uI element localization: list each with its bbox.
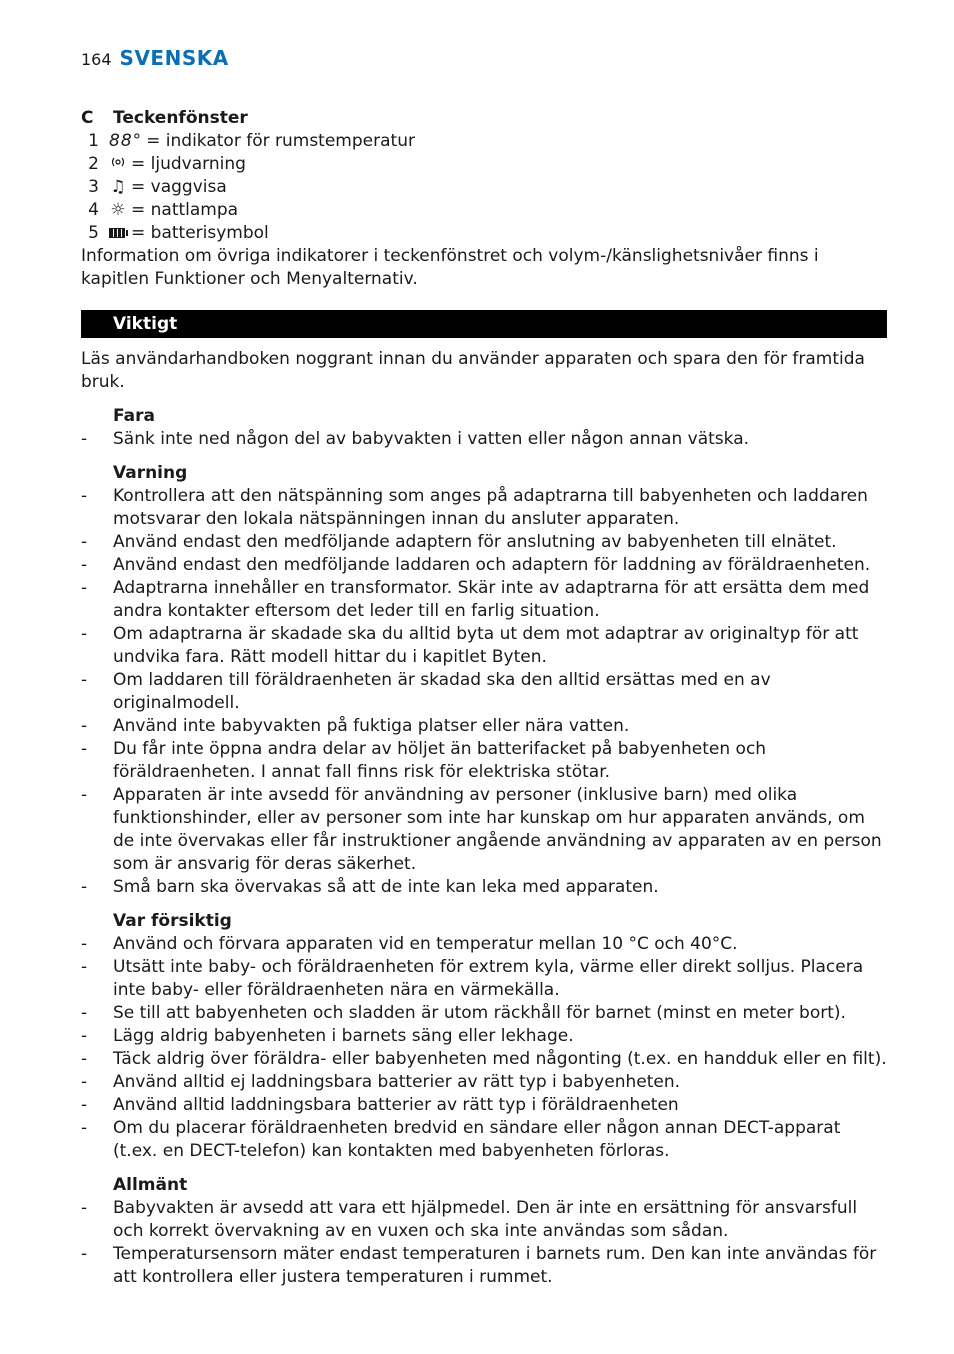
list-item xyxy=(81,1243,887,1289)
important-heading-bar: Viktigt xyxy=(81,310,887,338)
list-item-text: Använd och förvara apparaten vid en temperatur mellan 10 °C och 40°C. xyxy=(113,934,738,954)
dash-bullet-icon: - xyxy=(81,1026,88,1046)
list-item-text: Om du placerar föräldraenheten bredvid en sändare eller någon annan DECT-apparat (t.ex. en DECT-telefon) kan kontakten med babyenheten förloras. xyxy=(113,1118,841,1161)
list-item xyxy=(81,1048,887,1071)
dash-bullet-icon: - xyxy=(81,670,88,690)
dash-bullet-icon: - xyxy=(81,486,88,506)
sound-alert-icon xyxy=(109,153,127,176)
temperature-digits-icon: 88° xyxy=(109,131,143,151)
dash-bullet-icon: - xyxy=(81,785,88,805)
dash-bullet-icon: - xyxy=(81,1049,88,1069)
dash-bullet-icon: - xyxy=(81,624,88,644)
dash-bullet-icon: - xyxy=(81,934,88,954)
bullet-list xyxy=(81,1197,887,1289)
display-item xyxy=(81,130,887,153)
dash-bullet-icon: - xyxy=(81,739,88,759)
section-subheading: Varning xyxy=(113,463,188,483)
list-item-text: Använd endast den medföljande laddaren och adaptern för laddning av föräldraenheten. xyxy=(113,555,871,575)
battery-icon xyxy=(109,222,129,245)
list-item-text: Små barn ska övervakas så att de inte kan leka med apparaten. xyxy=(113,877,659,897)
bullet-list xyxy=(81,485,887,899)
item-text: = ljudvarning xyxy=(131,154,246,174)
list-item xyxy=(81,623,887,669)
item-text: = vaggvisa xyxy=(131,177,227,197)
display-item xyxy=(81,222,887,245)
dash-bullet-icon: - xyxy=(81,1118,88,1138)
list-item xyxy=(81,738,887,784)
list-item-text: Babyvakten är avsedd att vara ett hjälpmedel. Den är inte en ersättning för ansvarsfull och korrekt övervakning av en vuxen och ska inte användas som sådan. xyxy=(113,1198,858,1241)
list-item xyxy=(81,1094,887,1117)
bullet-list xyxy=(81,428,887,451)
dash-bullet-icon: - xyxy=(81,1244,88,1264)
page-content xyxy=(81,107,887,1289)
list-item xyxy=(81,1071,887,1094)
important-intro: Läs användarhandboken noggrant innan du använder apparaten och spara den för framtida bruk. xyxy=(81,349,865,392)
list-item-text: Täck aldrig över föräldra- eller babyenheten med någonting (t.ex. en handduk eller en filt). xyxy=(113,1049,887,1069)
list-item-text: Utsätt inte baby- och föräldraenheten för extrem kyla, värme eller direkt solljus. Placera inte baby- eller föräldraenheten nära en värmekälla. xyxy=(113,957,864,1000)
list-item xyxy=(81,784,887,876)
list-item xyxy=(81,669,887,715)
dash-bullet-icon: - xyxy=(81,555,88,575)
list-item-text: Om adaptrarna är skadade ska du alltid byta ut dem mot adaptrar av originaltyp för att undvika fara. Rätt modell hittar du i kapitlet Byten. xyxy=(113,624,859,667)
list-item-text: Adaptrarna innehåller en transformator. Skär inte av adaptrarna för att ersätta dem med andra kontakter eftersom det leder till en farlig situation. xyxy=(113,578,870,621)
safety-sections xyxy=(81,405,887,1289)
page-header xyxy=(81,46,229,70)
dash-bullet-icon: - xyxy=(81,877,88,897)
section-title: Teckenfönster xyxy=(113,108,248,128)
language-heading: SVENSKA xyxy=(119,46,229,70)
section-subheading: Fara xyxy=(113,406,155,426)
dash-bullet-icon: - xyxy=(81,716,88,736)
list-item-text: Lägg aldrig babyenheten i barnets säng eller lekhage. xyxy=(113,1026,574,1046)
list-item xyxy=(81,485,887,531)
bullet-list xyxy=(81,933,887,1163)
list-item-text: Använd alltid ej laddningsbara batterier av rätt typ i babyenheten. xyxy=(113,1072,681,1092)
list-item-text: Använd endast den medföljande adaptern för anslutning av babyenheten till elnätet. xyxy=(113,532,837,552)
dash-bullet-icon: - xyxy=(81,532,88,552)
item-number: 3 xyxy=(88,177,99,197)
dash-bullet-icon: - xyxy=(81,578,88,598)
dash-bullet-icon: - xyxy=(81,1072,88,1092)
list-item-text: Kontrollera att den nätspänning som anges på adaptrarna till babyenheten och laddaren motsvarar den lokala nätspänningen innan du ansluter apparaten. xyxy=(113,486,868,529)
item-number: 4 xyxy=(88,200,99,220)
list-item xyxy=(81,577,887,623)
list-item xyxy=(81,956,887,1002)
list-item xyxy=(81,1197,887,1243)
list-item-text: Du får inte öppna andra delar av höljet än batterifacket på babyenheten och föräldraenheten. I annat fall finns risk för elektriska stötar. xyxy=(113,739,767,782)
dash-bullet-icon: - xyxy=(81,1003,88,1023)
list-item xyxy=(81,1002,887,1025)
list-item xyxy=(81,531,887,554)
list-item-text: Använd alltid laddningsbara batterier av rätt typ i föräldraenheten xyxy=(113,1095,679,1115)
item-text: = nattlampa xyxy=(131,200,239,220)
list-item-text: Sänk inte ned någon del av babyvakten i vatten eller någon annan vätska. xyxy=(113,429,750,449)
section-letter: C xyxy=(81,108,94,128)
display-note: Information om övriga indikatorer i teckenfönstret och volym-/känslighetsnivåer finns i kapitlen Funktioner och Menyalternativ. xyxy=(81,246,819,289)
item-text: = indikator för rumstemperatur xyxy=(146,131,415,151)
list-item xyxy=(81,554,887,577)
list-item xyxy=(81,1025,887,1048)
list-item-text: Temperatursensorn mäter endast temperaturen i barnets rum. Den kan inte användas för att kontrollera eller justera temperaturen i rummet. xyxy=(113,1244,877,1287)
list-item xyxy=(81,933,887,956)
list-item xyxy=(81,715,887,738)
list-item xyxy=(81,876,887,899)
list-item-text: Apparaten är inte avsedd för användning av personer (inklusive barn) med olika funktionshinder, eller av personer som inte har kunskap om hur apparaten används, om de inte övervakas eller får instruktioner angående användning av apparaten av en person som är ansvarig för deras säkerhet. xyxy=(113,785,882,874)
item-number: 1 xyxy=(88,131,99,151)
list-item xyxy=(81,1117,887,1163)
night-light-icon: ☼ xyxy=(110,200,126,220)
list-item-text: Om laddaren till föräldraenheten är skadad ska den alltid ersättas med en av originalmodell. xyxy=(113,670,771,713)
display-item xyxy=(81,199,887,222)
display-item xyxy=(81,153,887,176)
dash-bullet-icon: - xyxy=(81,1198,88,1218)
item-number: 2 xyxy=(88,154,99,174)
section-subheading: Allmänt xyxy=(113,1175,188,1195)
section-subheading: Var försiktig xyxy=(113,911,232,931)
list-item-text: Se till att babyenheten och sladden är utom räckhåll för barnet (minst en meter bort). xyxy=(113,1003,846,1023)
list-item-text: Använd inte babyvakten på fuktiga platser eller nära vatten. xyxy=(113,716,630,736)
dash-bullet-icon: - xyxy=(81,957,88,977)
section-c-heading xyxy=(81,107,887,130)
list-item xyxy=(81,428,887,451)
dash-bullet-icon: - xyxy=(81,429,88,449)
page-number: 164 xyxy=(81,50,112,69)
display-item xyxy=(81,176,887,199)
dash-bullet-icon: - xyxy=(81,1095,88,1115)
item-text: = batterisymbol xyxy=(131,223,269,243)
item-number: 5 xyxy=(88,223,99,243)
music-note-icon: ♫ xyxy=(110,177,126,197)
